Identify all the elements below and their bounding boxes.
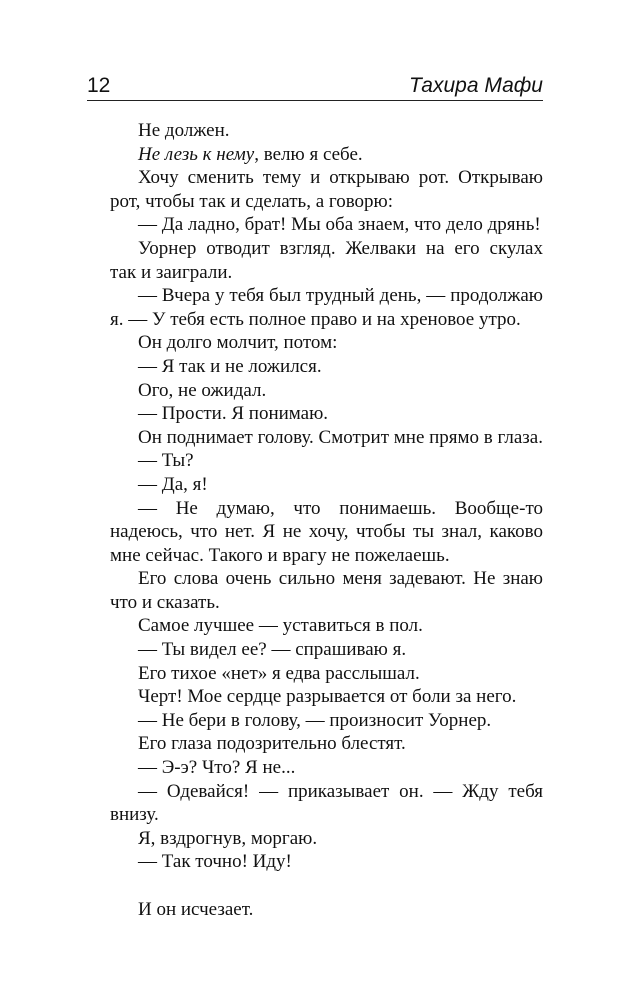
- paragraph: Я, вздрогнув, моргаю.: [138, 827, 318, 849]
- italic-phrase: Не лезь к нему: [138, 143, 255, 165]
- paragraph: Черт! Мое сердце разрывается от боли за него.: [138, 686, 517, 708]
- running-title: Тахира Мафи: [408, 74, 543, 97]
- paragraph-text: , велю я себе.: [254, 143, 363, 165]
- paragraph: — Одевайся! — приказывает он. — Жду тебя внизу.: [110, 780, 543, 826]
- paragraph: — Да, я!: [138, 473, 208, 495]
- paragraph: — Я так и не ложился.: [138, 355, 322, 377]
- paragraph: Ого, не ожидал.: [138, 379, 267, 401]
- closing-paragraph: И он исчезает.: [138, 898, 254, 920]
- paragraph: Его слова очень сильно меня задевают. Не знаю что и сказать.: [110, 568, 543, 613]
- paragraph: Самое лучшее — уставиться в пол.: [138, 615, 423, 637]
- body-text: [110, 119, 543, 921]
- paragraph: Его глаза подозрительно блестят.: [138, 733, 406, 755]
- page-number: 12: [87, 74, 111, 97]
- paragraph: — Не бери в голову, — произносит Уорнер.: [138, 709, 492, 731]
- paragraph: — Не думаю, что понимаешь. Вообще-то надеюсь, что нет. Я не хочу, чтобы ты знал, каково мне сейчас. Такого и врагу не пожелаешь.: [110, 497, 543, 566]
- paragraph: Уорнер отводит взгляд. Желваки на его скулах так и заиграли.: [110, 237, 543, 283]
- paragraph: — Ты видел ее? — спрашиваю я.: [138, 639, 407, 661]
- paragraph: — Э-э? Что? Я не...: [138, 757, 296, 779]
- paragraph: — Да ладно, брат! Мы оба знаем, что дело дрянь!: [138, 214, 541, 236]
- page-header: [87, 72, 543, 102]
- paragraph: — Вчера у тебя был трудный день, — продолжаю я. — У тебя есть полное право и на хреновое утро.: [110, 285, 543, 330]
- paragraph: — Ты?: [138, 450, 194, 472]
- paragraph: — Так точно! Иду!: [138, 851, 292, 873]
- paragraph: Хочу сменить тему и открываю рот. Открываю рот, чтобы так и сделать, а говорю:: [110, 167, 543, 212]
- paragraph: Он поднимает голову. Смотрит мне прямо в глаза.: [138, 426, 543, 448]
- paragraph: Он долго молчит, потом:: [138, 332, 338, 354]
- paragraph: Его тихое «нет» я едва расслышал.: [138, 662, 420, 684]
- header-rule: [87, 100, 543, 101]
- section-gap: [110, 874, 543, 898]
- paragraph: [110, 143, 543, 167]
- paragraph: Не должен.: [138, 120, 230, 141]
- paragraph: — Прости. Я понимаю.: [138, 403, 329, 425]
